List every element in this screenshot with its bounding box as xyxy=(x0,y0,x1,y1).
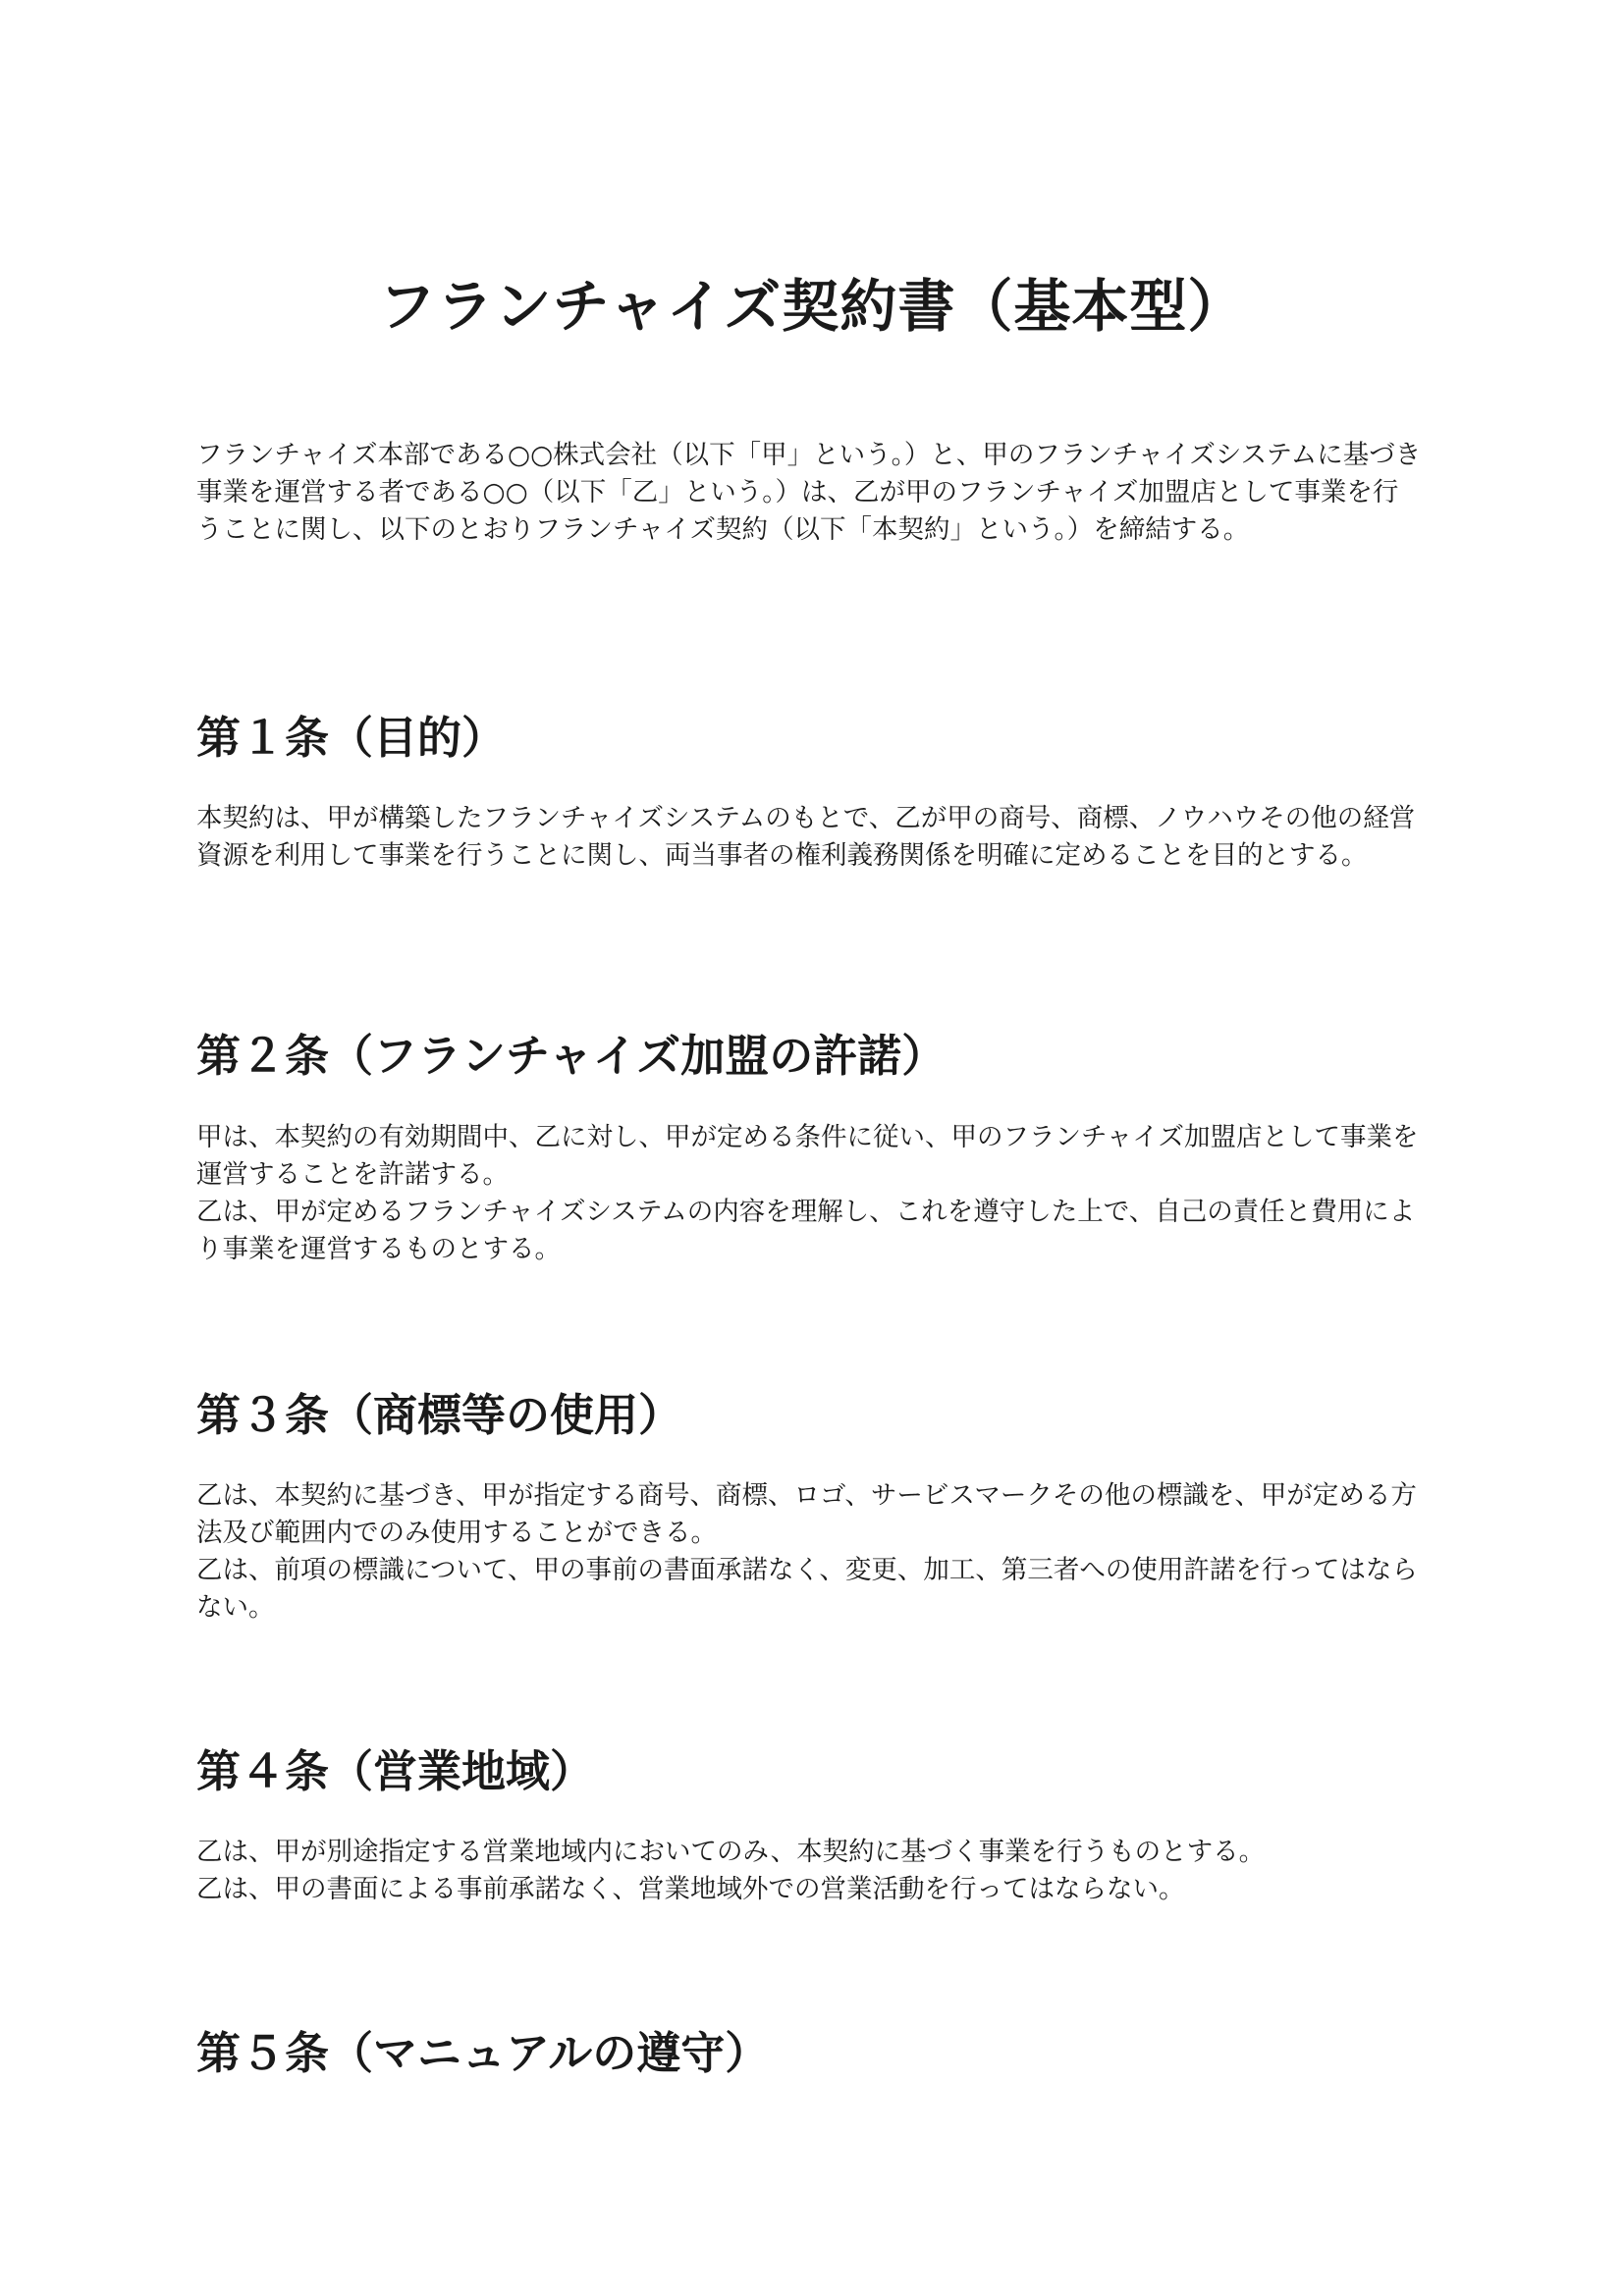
article-5-heading: 第５条（マニュアルの遵守） xyxy=(196,2027,770,2079)
article-1-paragraph-1: 本契約は、甲が構築したフランチャイズシステムのもとで、乙が甲の商号、商標、ノウハウその他の経営資源を利用して事業を行うことに関し、両当事者の権利義務関係を明確に定めることを目的とする。 xyxy=(196,803,1416,871)
article-2-paragraph-1: 甲は、本契約の有効期間中、乙に対し、甲が定める条件に従い、甲のフランチャイズ加盟店として事業を運営することを許諾する。 xyxy=(196,1122,1419,1190)
preamble-paragraph: フランチャイズ本部である○○株式会社（以下「甲」という。）と、甲のフランチャイズシステムに基づき事業を運営する者である○○（以下「乙」という。）は、乙が甲のフランチャイズ加盟店として事業を行うことに関し、以下のとおりフランチャイズ契約（以下「本契約」という。）を締結する。 xyxy=(196,440,1422,545)
article-4-paragraph-2: 乙は、甲の書面による事前承諾なく、営業地域外での営業活動を行ってはならない。 xyxy=(196,1874,1185,1904)
article-3-heading: 第３条（商標等の使用） xyxy=(196,1389,683,1441)
article-2-paragraph-2: 乙は、甲が定めるフランチャイズシステムの内容を理解し、これを遵守した上で、自己の責任と費用により事業を運営するものとする。 xyxy=(196,1197,1416,1264)
document-title: フランチャイズ契約書（基本型） xyxy=(378,273,1246,340)
article-4-paragraph-1: 乙は、甲が別途指定する営業地域内においてのみ、本契約に基づく事業を行うものとする。 xyxy=(196,1837,1266,1867)
article-4-heading: 第４条（営業地域） xyxy=(196,1745,595,1797)
article-3-paragraph-2: 乙は、前項の標識について、甲の事前の書面承諾なく、変更、加工、第三者への使用許諾を行ってはならない。 xyxy=(196,1555,1418,1623)
article-3-paragraph-1: 乙は、本契約に基づき、甲が指定する商号、商標、ロゴ、サービスマークその他の標識を、甲が定める方法及び範囲内でのみ使用することができる。 xyxy=(196,1480,1417,1548)
article-2-heading: 第２条（フランチャイズ加盟の許諾） xyxy=(196,1030,947,1082)
article-1-heading: 第１条（目的） xyxy=(196,712,507,764)
